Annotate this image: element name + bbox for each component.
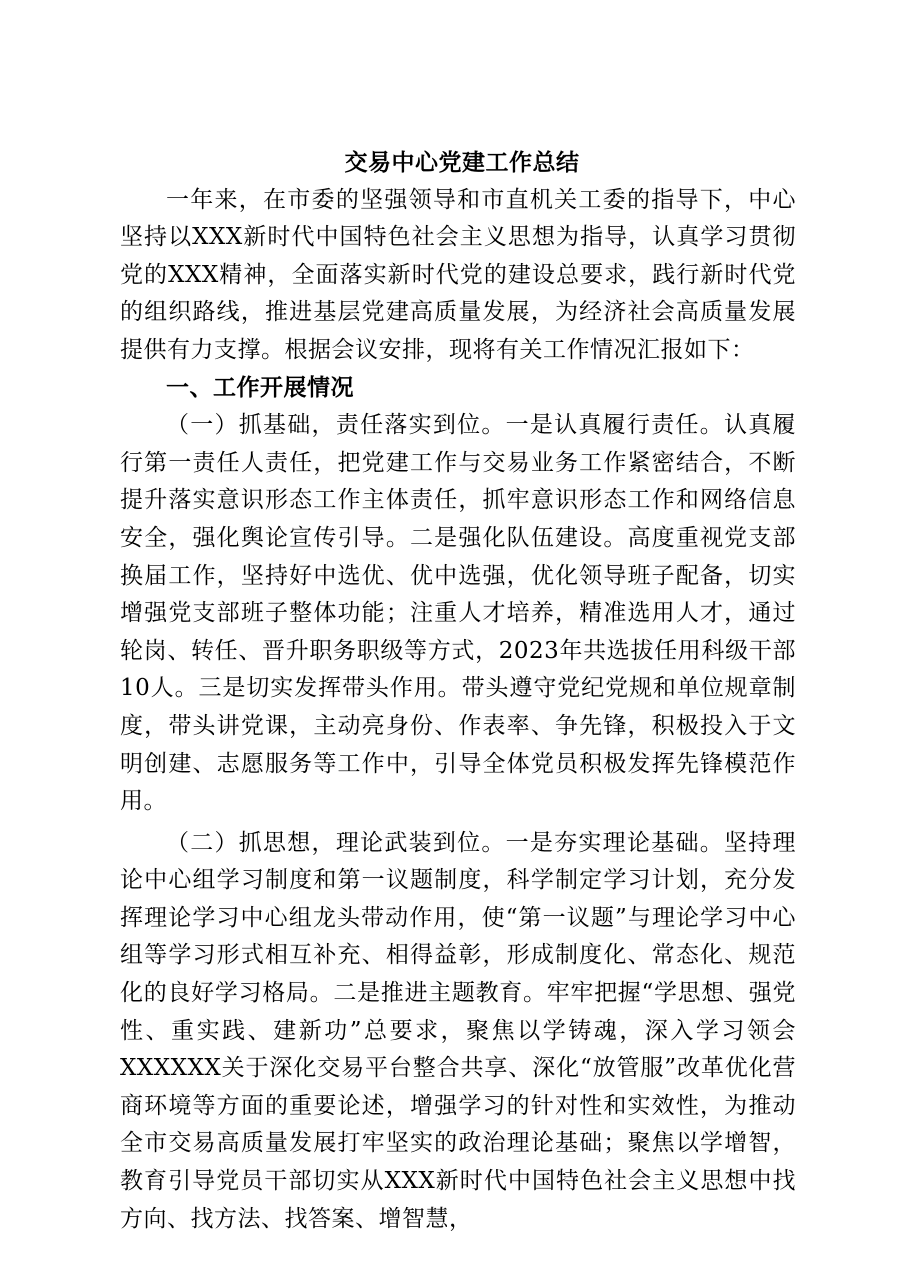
document-body [120,144,796,1238]
body-paragraph-1: （一）抓基础，责任落实到位。一是认真履行责任。认真履行第一责任人责任，把党建工作与交易业务工作紧密结合，不断提升落实意识形态工作主体责任，抓牢意识形态工作和网络信息安全，强化舆论宣传引导。二是强化队伍建设。高度重视党支部换届工作，坚持好中选优、优中选强，优化领导班子配备，切实增强党支部班子整体功能；注重人才培养，精准选用人才，通过轮岗、转任、晋升职务职级等方式，2023年共选拔任用科级干部10人。三是切实发挥带头作用。带头遵守党纪党规和单位规章制度，带头讲党课，主动亮身份、作表率、争先锋，积极投入于文明创建、志愿服务等工作中，引导全体党员积极发挥先锋模范作用。 [120,412,796,815]
intro-paragraph: 一年来，在市委的坚强领导和市直机关工委的指导下，中心坚持以XXX新时代中国特色社会主义思想为指导，认真学习贯彻党的XXX精神，全面落实新时代党的建设总要求，践行新时代党的组织路线，推进基层党建高质量发展，为经济社会高质量发展提供有力支撑。根据会议安排，现将有关工作情况汇报如下： [120,186,796,363]
document-title: 交易中心党建工作总结 [344,149,580,176]
section-heading: 一、工作开展情况 [166,374,354,401]
body-paragraph-2: （二）抓思想，理论武装到位。一是夯实理论基础。坚持理论中心组学习制度和第一议题制度，科学制定学习计划，充分发挥理论学习中心组龙头带动作用，使“第一议题”与理论学习中心组等学习形式相互补充、相得益彰，形成制度化、常态化、规范化的良好学习格局。二是推进主题教育。牢牢把握“学思想、强党性、重实践、建新功”总要求，聚焦以学铸魂，深入学习领会XXXXXX关于深化交易平台整合共享、深化“放管服”改革优化营商环境等方面的重要论述，增强学习的针对性和实效性，为推动全市交易高质量发展打牢坚实的政治理论基础；聚焦以学增智，教育引导党员干部切实从XXX新时代中国特色社会主义思想中找方向、找方法、找答案、增智慧， [120,829,796,1232]
